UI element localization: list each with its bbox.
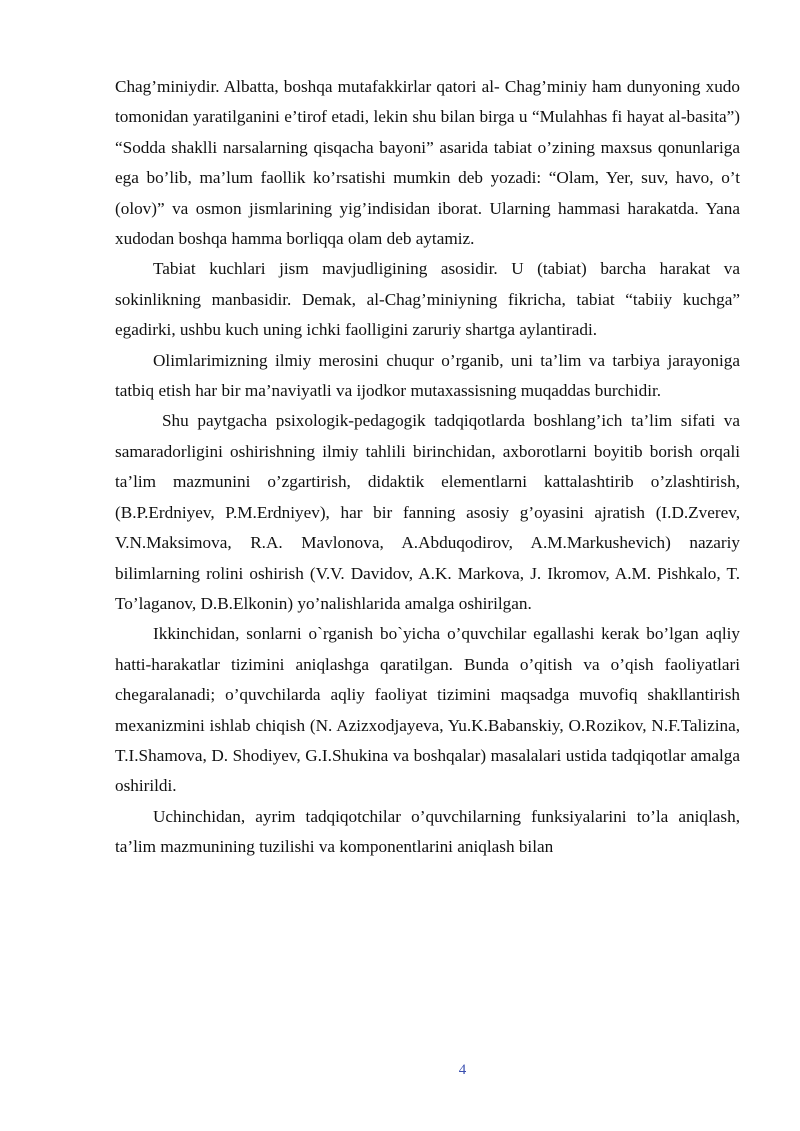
- paragraph-second-direction: Ikkinchidan, sonlarni o`rganish bo`yicha o’quvchilar egallashi kerak bo’lgan aqliy hatti-harakatlar tizimini aniqlashga qaratilgan. Bunda o’qitish va o’qish faoliyatlari chegaralanadi; o’quvchilarda aqliy faoliyat tizimini maqsadga muvofiq shakllantirish mexanizmini ishlab chiqish (N. Azizxodjayeva, Yu.K.Babanskiy, O.Rozikov, N.F.Talizina, T.I.Shamova, D. Shodiyev, G.I.Shukina va boshqalar) masalalari ustida tadqiqotlar amalga oshirildi.: [115, 624, 740, 796]
- paragraph-continuation: Chag’miniydir. Albatta, boshqa mutafakkirlar qatori al- Chag’miniy ham dunyoning xudo tomonidan yaratilganini e’tirof etadi, lekin shu bilan birga u “Mulahhas fi hayat al-basita”) “Sodda shaklli narsalarning qisqacha bayoni” asarida tabiat o’zining maxsus qonunlariga ega bo’lib, ma’lum faollik ko’rsatishi mumkin deb yozadi: “Olam, Yer, suv, havo, o’t (olov)” va osmon jismlarining yig’indisidan iborat. Ularning hammasi harakatda. Yana xudodan boshqa hamma borliqqa olam deb aytamiz.: [115, 77, 740, 249]
- paragraph-nature-forces: Tabiat kuchlari jism mavjudligining asosidir. U (tabiat) barcha harakat va sokinlikning manbasidir. Demak, al-Chag’miniyning fikricha, tabiat “tabiiy kuchga” egadirki, ushbu kuch uning ichki faolligini zaruriy shartga aylantiradi.: [115, 259, 740, 340]
- paragraph-first-direction: Shu paytgacha psixologik-pedagogik tadqiqotlarda boshlang’ich ta’lim sifati va samaradorligini oshirishning ilmiy tahlili birinchidan, axborotlarni boyitib borish orqali ta’lim mazmunini o’zgartirish, didaktik elementlarni kattalashtirib o’zlashtirish, (B.P.Erdniyev, P.M.Erdniyev), har bir fanning asosiy g’oyasini ajratish (I.D.Zverev, V.N.Maksimova, R.A. Mavlonova, A.Abduqodirov, A.M.Markushevich) nazariy bilimlarning rolini oshirish (V.V. Davidov, A.K. Markova, J. Ikromov, A.M. Pishkalo, T. To’laganov, D.B.Elkonin) yo’nalishlarida amalga oshirilgan.: [115, 411, 740, 613]
- page-number: 4: [458, 1062, 467, 1078]
- paragraph-third-direction: Uchinchidan, ayrim tadqiqotchilar o’quvchilarning funksiyalarini to’la aniqlash, ta’lim mazmunining tuzilishi va komponentlarini aniqlash bilan: [115, 806, 740, 857]
- document-page: [115, 72, 740, 863]
- paragraph-scholars-heritage: Olimlarimizning ilmiy merosini chuqur o’rganib, uni ta’lim va tarbiya jarayoniga tatbiq etish har bir ma’naviyatli va ijodkor mutaxassisning muqaddas burchidir.: [115, 350, 740, 401]
